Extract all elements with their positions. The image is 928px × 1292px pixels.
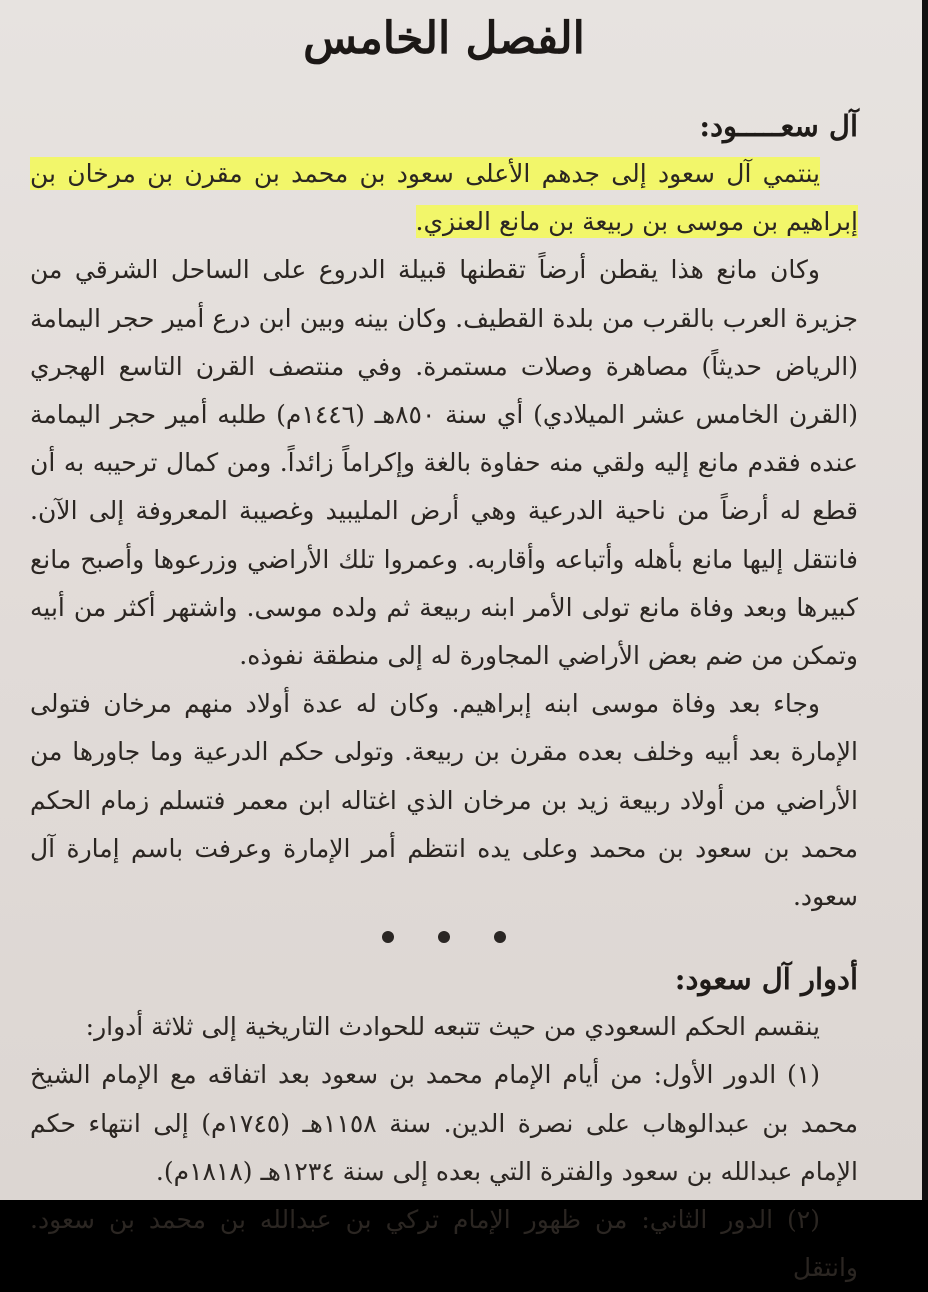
section-separator [30, 925, 858, 951]
separator-dot [382, 931, 394, 943]
paragraph-mani-history: وكان مانع هذا يقطن أرضاً تقطنها قبيلة الدروع على الساحل الشرقي من جزيرة العرب بالقرب من بلدة القطيف. وكان بينه وبين ابن درع أمير حجر اليمامة (الرياض حديثاً) مصاهرة وصلات مستمرة. وفي منتصف القرن التاسع الهجري (القرن الخامس عشر الميلادي) أي سنة ٨٥٠هـ (١٤٤٦م) طلبه أمير حجر اليمامة عنده فقدم مانع إليه ولقي منه حفاوة بالغة وإكراماً زائداً. ومن كمال ترحيبه به أن قطع له أرضاً من ناحية الدرعية وهي أرض المليبيد وغصيبة المعروفة إلى الآن. فانتقل إليها مانع بأهله وأتباعه وأقاربه. وعمروا تلك الأراضي وزرعوها وأصبح مانع كبيرها وبعد وفاة مانع تولى الأمر ابنه ربيعة ثم ولده موسى. واشتهر أكثر من أبيه وتمكن من ضم بعض الأراضي المجاورة له إلى منطقة نفوذه. [30, 255, 858, 671]
separator-dot [438, 931, 450, 943]
paragraph-eras-intro: ينقسم الحكم السعودي من حيث تتبعه للحوادث التاريخية إلى ثلاثة أدوار: [85, 1012, 820, 1042]
highlighted-text: ينتمي آل سعود إلى جدهم الأعلى سعود بن محمد بن مقرن بن مرخان بن إبراهيم بن موسى بن ربيعة بن مانع العنزي. [30, 159, 858, 237]
section-heading-al-saud: آل سعـــــود: [699, 109, 858, 143]
section-heading-eras: أدوار آل سعود: [674, 962, 858, 997]
paragraph-succession: وجاء بعد وفاة موسى ابنه إبراهيم. وكان له عدة أولاد منهم مرخان فتولى الإمارة بعد أبيه وخلف بعده مقرن بن ربيعة. وتولى حكم الدرعية وما جاورها من الأراضي من أولاد ربيعة زيد بن مرخان الذي اغتاله ابن معمر فتسلم زمام الحكم محمد بن سعود بن محمد وعلى يده انتظم أمر الإمارة وعرفت باسم إمارة آل سعود. [30, 689, 858, 912]
list-item-second-era: (٢) الدور الثاني: من ظهور الإمام تركي بن عبدالله بن محمد بن سعود. وانتقل [30, 1205, 858, 1283]
page-edge-shadow [922, 0, 928, 1200]
list-item-first-era: (١) الدور الأول: من أيام الإمام محمد بن سعود بعد اتفاقه مع الإمام الشيخ محمد بن عبدالوهاب على نصرة الدين. سنة ١١٥٨هـ (١٧٤٥م) إلى انتهاء حكم الإمام عبدالله بن سعود والفترة التي بعده إلى سنة ١٢٣٤هـ (١٨١٨م). [30, 1060, 858, 1186]
chapter-title: الفصل الخامس [303, 13, 585, 64]
separator-dot [494, 931, 506, 943]
highlighted-paragraph [30, 150, 858, 246]
